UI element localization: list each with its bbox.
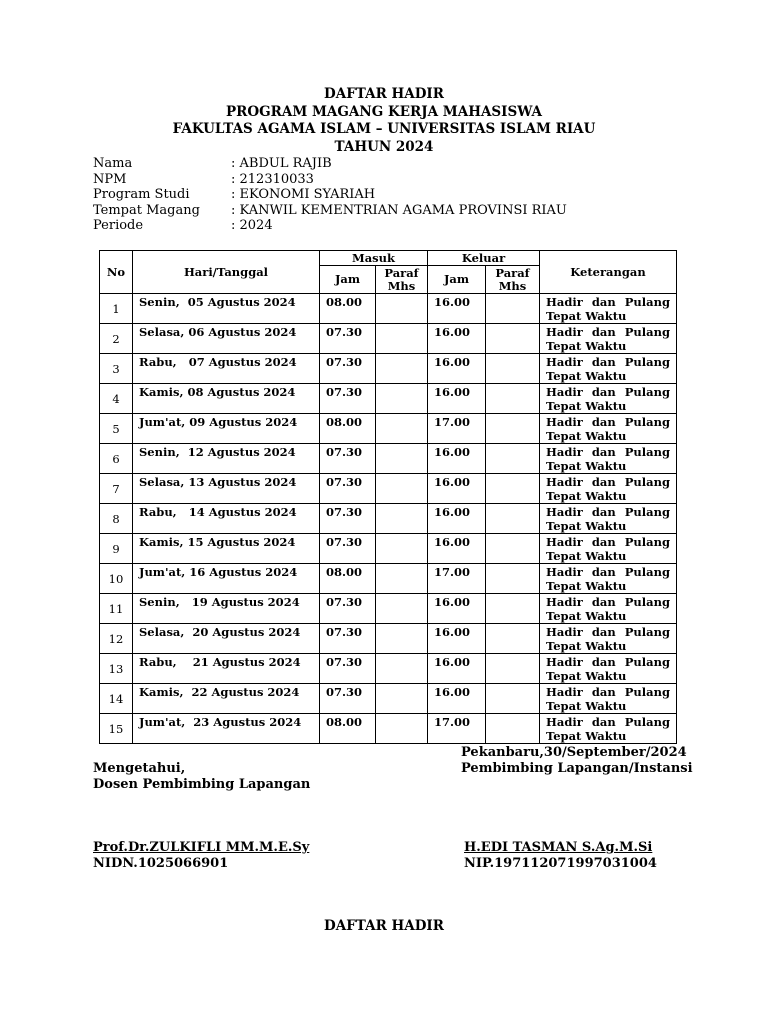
row-number: 15: [100, 714, 133, 744]
keterangan-line-1: [546, 475, 670, 489]
row-jam-in: 07.30: [320, 474, 376, 504]
row-day: Rabu, 14 Agustus 2024: [133, 504, 320, 534]
row-day: Kamis, 15 Agustus 2024: [133, 534, 320, 564]
keterangan-line-1: [546, 445, 670, 459]
table-row: [100, 354, 677, 384]
keterangan-line-1: [546, 595, 670, 609]
row-jam-in: 08.00: [320, 414, 376, 444]
row-paraf-out: [486, 294, 540, 324]
row-jam-in: 08.00: [320, 714, 376, 744]
document-title: DAFTAR HADIR: [324, 86, 444, 102]
keterangan-word: dan: [591, 295, 616, 309]
keterangan-word: dan: [591, 535, 616, 549]
keterangan-line-2: Tepat Waktu: [546, 669, 627, 683]
row-paraf-out: [486, 384, 540, 414]
keterangan-line-2: Tepat Waktu: [546, 549, 627, 563]
row-jam-out: 16.00: [428, 624, 486, 654]
row-paraf-in: [376, 624, 428, 654]
keterangan-word: Pulang: [624, 595, 670, 609]
keterangan-line-2: Tepat Waktu: [546, 699, 627, 713]
row-number: 6: [100, 444, 133, 474]
keterangan-word: Pulang: [624, 385, 670, 399]
row-number: 14: [100, 684, 133, 714]
keterangan-word: Hadir: [546, 475, 583, 489]
row-number: 4: [100, 384, 133, 414]
keterangan-word: dan: [591, 445, 616, 459]
field-supervisor-name: H.EDI TASMAN S.Ag.M.Si: [464, 840, 653, 855]
row-day: Senin, 05 Agustus 2024: [133, 294, 320, 324]
keterangan-line-2: Tepat Waktu: [546, 459, 627, 473]
row-day: Selasa, 13 Agustus 2024: [133, 474, 320, 504]
row-keterangan: [540, 444, 677, 474]
row-jam-in: 07.30: [320, 504, 376, 534]
table-row: [100, 654, 677, 684]
row-keterangan: [540, 474, 677, 504]
row-day: Rabu, 07 Agustus 2024: [133, 354, 320, 384]
row-jam-in: 07.30: [320, 354, 376, 384]
row-day: Kamis, 08 Agustus 2024: [133, 384, 320, 414]
keterangan-word: Hadir: [546, 295, 583, 309]
row-day: Selasa, 20 Agustus 2024: [133, 624, 320, 654]
row-paraf-in: [376, 294, 428, 324]
faculty-title: FAKULTAS AGAMA ISLAM – UNIVERSITAS ISLAM RIAU: [172, 121, 596, 137]
keterangan-line-2: Tepat Waktu: [546, 369, 627, 383]
keterangan-line-1: [546, 295, 670, 309]
keterangan-word: Hadir: [546, 655, 583, 669]
keterangan-word: Pulang: [624, 505, 670, 519]
signature-left-role: Dosen Pembimbing Lapangan: [93, 777, 311, 792]
row-day: Selasa, 06 Agustus 2024: [133, 324, 320, 354]
keterangan-line-1: [546, 325, 670, 339]
keterangan-word: Pulang: [624, 325, 670, 339]
row-keterangan: [540, 594, 677, 624]
row-keterangan: [540, 624, 677, 654]
row-day: Senin, 12 Agustus 2024: [133, 444, 320, 474]
supervisor-id: NIDN.1025066901: [93, 856, 229, 871]
keterangan-word: dan: [591, 505, 616, 519]
row-day: Senin, 19 Agustus 2024: [133, 594, 320, 624]
row-paraf-out: [486, 714, 540, 744]
keterangan-word: Hadir: [546, 325, 583, 339]
row-keterangan: [540, 564, 677, 594]
row-number: 1: [100, 294, 133, 324]
row-jam-in: 07.30: [320, 324, 376, 354]
row-paraf-in: [376, 594, 428, 624]
info-label: NPM: [93, 171, 127, 187]
table-row: [100, 294, 677, 324]
row-keterangan: [540, 534, 677, 564]
info-row-npm: [93, 172, 567, 188]
row-paraf-in: [376, 414, 428, 444]
row-jam-out: 17.00: [428, 564, 486, 594]
row-keterangan: [540, 354, 677, 384]
row-paraf-in: [376, 474, 428, 504]
row-paraf-in: [376, 654, 428, 684]
document-header: [0, 86, 768, 156]
row-paraf-out: [486, 444, 540, 474]
row-jam-out: 16.00: [428, 504, 486, 534]
row-paraf-in: [376, 534, 428, 564]
year-title: TAHUN 2024: [334, 138, 434, 155]
row-keterangan: [540, 414, 677, 444]
row-paraf-out: [486, 354, 540, 384]
keterangan-word: Hadir: [546, 625, 583, 639]
row-number: 2: [100, 324, 133, 354]
keterangan-word: Hadir: [546, 505, 583, 519]
row-jam-in: 07.30: [320, 594, 376, 624]
keterangan-word: Pulang: [624, 475, 670, 489]
header-jam-out: Jam: [428, 266, 486, 294]
info-value: : 212310033: [231, 171, 314, 187]
keterangan-line-1: [546, 415, 670, 429]
row-paraf-in: [376, 324, 428, 354]
row-paraf-out: [486, 474, 540, 504]
row-day: Kamis, 22 Agustus 2024: [133, 684, 320, 714]
attendance-table: [99, 250, 677, 744]
info-value: : EKONOMI SYARIAH: [231, 187, 376, 202]
table-row: [100, 324, 677, 354]
row-jam-out: 16.00: [428, 324, 486, 354]
keterangan-word: Hadir: [546, 385, 583, 399]
keterangan-line-2: Tepat Waktu: [546, 519, 627, 533]
row-paraf-in: [376, 354, 428, 384]
row-number: 11: [100, 594, 133, 624]
keterangan-word: Pulang: [624, 565, 670, 579]
row-paraf-in: [376, 564, 428, 594]
row-keterangan: [540, 654, 677, 684]
keterangan-line-1: [546, 505, 670, 519]
keterangan-word: Hadir: [546, 565, 583, 579]
row-keterangan: [540, 294, 677, 324]
keterangan-word: Hadir: [546, 595, 583, 609]
keterangan-word: Pulang: [624, 415, 670, 429]
attendance-rows: [100, 294, 677, 744]
next-page-title: DAFTAR HADIR: [324, 918, 444, 934]
keterangan-line-1: [546, 355, 670, 369]
row-jam-in: 07.30: [320, 534, 376, 564]
row-keterangan: [540, 384, 677, 414]
row-paraf-out: [486, 654, 540, 684]
student-info: [93, 156, 567, 234]
keterangan-line-1: [546, 715, 670, 729]
keterangan-word: dan: [591, 685, 616, 699]
keterangan-line-1: [546, 685, 670, 699]
header-masuk: Masuk: [320, 251, 428, 266]
header-no: No: [100, 251, 133, 294]
supervisor-name: Prof.Dr.ZULKIFLI MM.M.E.Sy: [93, 840, 310, 855]
keterangan-line-1: [546, 625, 670, 639]
keterangan-line-2: Tepat Waktu: [546, 429, 627, 443]
row-jam-out: 16.00: [428, 294, 486, 324]
keterangan-word: dan: [591, 565, 616, 579]
table-row: [100, 474, 677, 504]
row-keterangan: [540, 684, 677, 714]
keterangan-line-2: Tepat Waktu: [546, 309, 627, 323]
keterangan-word: dan: [591, 325, 616, 339]
info-row-program: [93, 187, 567, 203]
keterangan-word: dan: [591, 475, 616, 489]
header-keterangan: Keterangan: [540, 251, 677, 294]
row-jam-out: 16.00: [428, 474, 486, 504]
header-jam-in: Jam: [320, 266, 376, 294]
signature-right-role: Pembimbing Lapangan/Instansi: [461, 761, 693, 776]
keterangan-word: Hadir: [546, 415, 583, 429]
row-paraf-out: [486, 414, 540, 444]
keterangan-word: dan: [591, 595, 616, 609]
info-row-place: [93, 203, 567, 219]
info-label: Tempat Magang: [93, 202, 200, 218]
row-paraf-in: [376, 444, 428, 474]
keterangan-word: dan: [591, 415, 616, 429]
keterangan-line-2: Tepat Waktu: [546, 729, 627, 743]
keterangan-line-2: Tepat Waktu: [546, 579, 627, 593]
keterangan-line-1: [546, 535, 670, 549]
row-paraf-in: [376, 684, 428, 714]
row-jam-out: 16.00: [428, 534, 486, 564]
header-paraf-in: Paraf Mhs: [376, 266, 428, 294]
row-number: 5: [100, 414, 133, 444]
table-row: [100, 384, 677, 414]
info-value: : KANWIL KEMENTRIAN AGAMA PROVINSI RIAU: [231, 202, 567, 218]
field-supervisor-id: NIP.197112071997031004: [464, 856, 657, 871]
keterangan-word: Hadir: [546, 715, 583, 729]
keterangan-word: Hadir: [546, 535, 583, 549]
row-jam-in: 08.00: [320, 564, 376, 594]
row-number: 8: [100, 504, 133, 534]
keterangan-word: dan: [591, 625, 616, 639]
info-label: Nama: [93, 156, 133, 171]
keterangan-word: Pulang: [624, 295, 670, 309]
keterangan-word: dan: [591, 355, 616, 369]
row-jam-in: 08.00: [320, 294, 376, 324]
row-paraf-in: [376, 384, 428, 414]
table-row: [100, 684, 677, 714]
row-paraf-in: [376, 714, 428, 744]
info-label: Program Studi: [93, 187, 190, 202]
row-jam-out: 16.00: [428, 654, 486, 684]
keterangan-word: Pulang: [624, 445, 670, 459]
table-row: [100, 564, 677, 594]
keterangan-word: Pulang: [624, 715, 670, 729]
row-jam-out: 16.00: [428, 354, 486, 384]
keterangan-line-2: Tepat Waktu: [546, 489, 627, 503]
table-row: [100, 534, 677, 564]
row-number: 10: [100, 564, 133, 594]
table-row: [100, 624, 677, 654]
row-number: 3: [100, 354, 133, 384]
table-row: [100, 594, 677, 624]
signature-left-heading: Mengetahui,: [93, 761, 186, 776]
row-keterangan: [540, 324, 677, 354]
info-row-name: [93, 156, 567, 172]
row-jam-out: 16.00: [428, 594, 486, 624]
keterangan-word: Pulang: [624, 625, 670, 639]
row-jam-in: 07.30: [320, 444, 376, 474]
keterangan-word: Pulang: [624, 535, 670, 549]
row-jam-in: 07.30: [320, 384, 376, 414]
row-paraf-out: [486, 624, 540, 654]
info-row-period: [93, 218, 567, 234]
row-jam-in: 07.30: [320, 624, 376, 654]
row-day: Jum'at, 09 Agustus 2024: [133, 414, 320, 444]
row-day: Rabu, 21 Agustus 2024: [133, 654, 320, 684]
row-jam-out: 16.00: [428, 684, 486, 714]
header-day: Hari/Tanggal: [133, 251, 320, 294]
header-paraf-out: Paraf Mhs: [486, 266, 540, 294]
keterangan-word: Hadir: [546, 355, 583, 369]
row-number: 7: [100, 474, 133, 504]
keterangan-word: dan: [591, 715, 616, 729]
keterangan-line-2: Tepat Waktu: [546, 399, 627, 413]
row-number: 12: [100, 624, 133, 654]
row-keterangan: [540, 714, 677, 744]
keterangan-word: Hadir: [546, 685, 583, 699]
row-jam-in: 07.30: [320, 654, 376, 684]
header-keluar: Keluar: [428, 251, 540, 266]
row-jam-out: 17.00: [428, 414, 486, 444]
keterangan-line-1: [546, 385, 670, 399]
row-number: 9: [100, 534, 133, 564]
row-jam-in: 07.30: [320, 684, 376, 714]
keterangan-line-2: Tepat Waktu: [546, 609, 627, 623]
keterangan-word: Pulang: [624, 655, 670, 669]
keterangan-word: dan: [591, 655, 616, 669]
row-paraf-in: [376, 504, 428, 534]
table-row: [100, 414, 677, 444]
row-jam-out: 16.00: [428, 444, 486, 474]
info-value: : 2024: [231, 218, 273, 233]
keterangan-line-2: Tepat Waktu: [546, 639, 627, 653]
row-paraf-out: [486, 504, 540, 534]
keterangan-word: Hadir: [546, 445, 583, 459]
keterangan-line-1: [546, 655, 670, 669]
row-paraf-out: [486, 684, 540, 714]
signature-place-date: Pekanbaru,30/September/2024: [461, 745, 687, 760]
row-jam-out: 17.00: [428, 714, 486, 744]
keterangan-line-2: Tepat Waktu: [546, 339, 627, 353]
keterangan-line-1: [546, 565, 670, 579]
info-value: : ABDUL RAJIB: [231, 156, 332, 171]
row-day: Jum'at, 16 Agustus 2024: [133, 564, 320, 594]
row-paraf-out: [486, 534, 540, 564]
keterangan-word: Pulang: [624, 685, 670, 699]
row-paraf-out: [486, 564, 540, 594]
row-day: Jum'at, 23 Agustus 2024: [133, 714, 320, 744]
row-number: 13: [100, 654, 133, 684]
row-keterangan: [540, 504, 677, 534]
row-jam-out: 16.00: [428, 384, 486, 414]
keterangan-word: dan: [591, 385, 616, 399]
table-row: [100, 504, 677, 534]
keterangan-word: Pulang: [624, 355, 670, 369]
row-paraf-out: [486, 594, 540, 624]
row-paraf-out: [486, 324, 540, 354]
table-row: [100, 444, 677, 474]
program-title: PROGRAM MAGANG KERJA MAHASISWA: [225, 103, 543, 120]
table-row: [100, 714, 677, 744]
info-label: Periode: [93, 218, 144, 233]
